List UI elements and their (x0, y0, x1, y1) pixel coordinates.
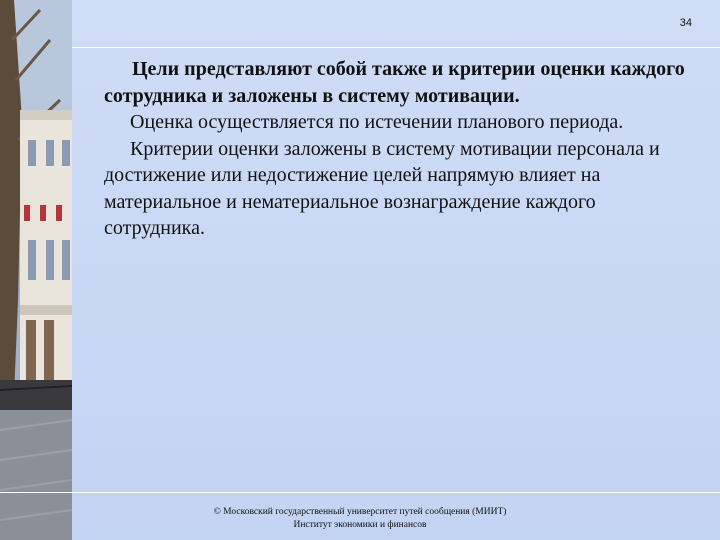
bottom-divider (0, 492, 720, 493)
page-number: 34 (679, 17, 692, 29)
paragraph-criteria: Критерии оценки заложены в систему мотивации персонала и достижение или недостижение целей напрямую влияет на материальное и нематериальное вознаграждение каждого сотрудника. (104, 137, 660, 239)
footer-copyright: © Московский государственный университет путей сообщения (МИИТ) (213, 507, 507, 517)
paragraph-evaluation: Оценка осуществляется по истечении планового периода. (130, 111, 624, 133)
slide-body (104, 56, 700, 242)
heading-paragraph: Цели представляют собой также и критерии оценки каждого сотрудника и заложены в систему мотивации. (104, 58, 685, 107)
footer-institute: Институт экономики и финансов (293, 520, 427, 530)
building-photo (0, 0, 72, 540)
footer (150, 506, 570, 532)
top-divider (72, 47, 720, 48)
